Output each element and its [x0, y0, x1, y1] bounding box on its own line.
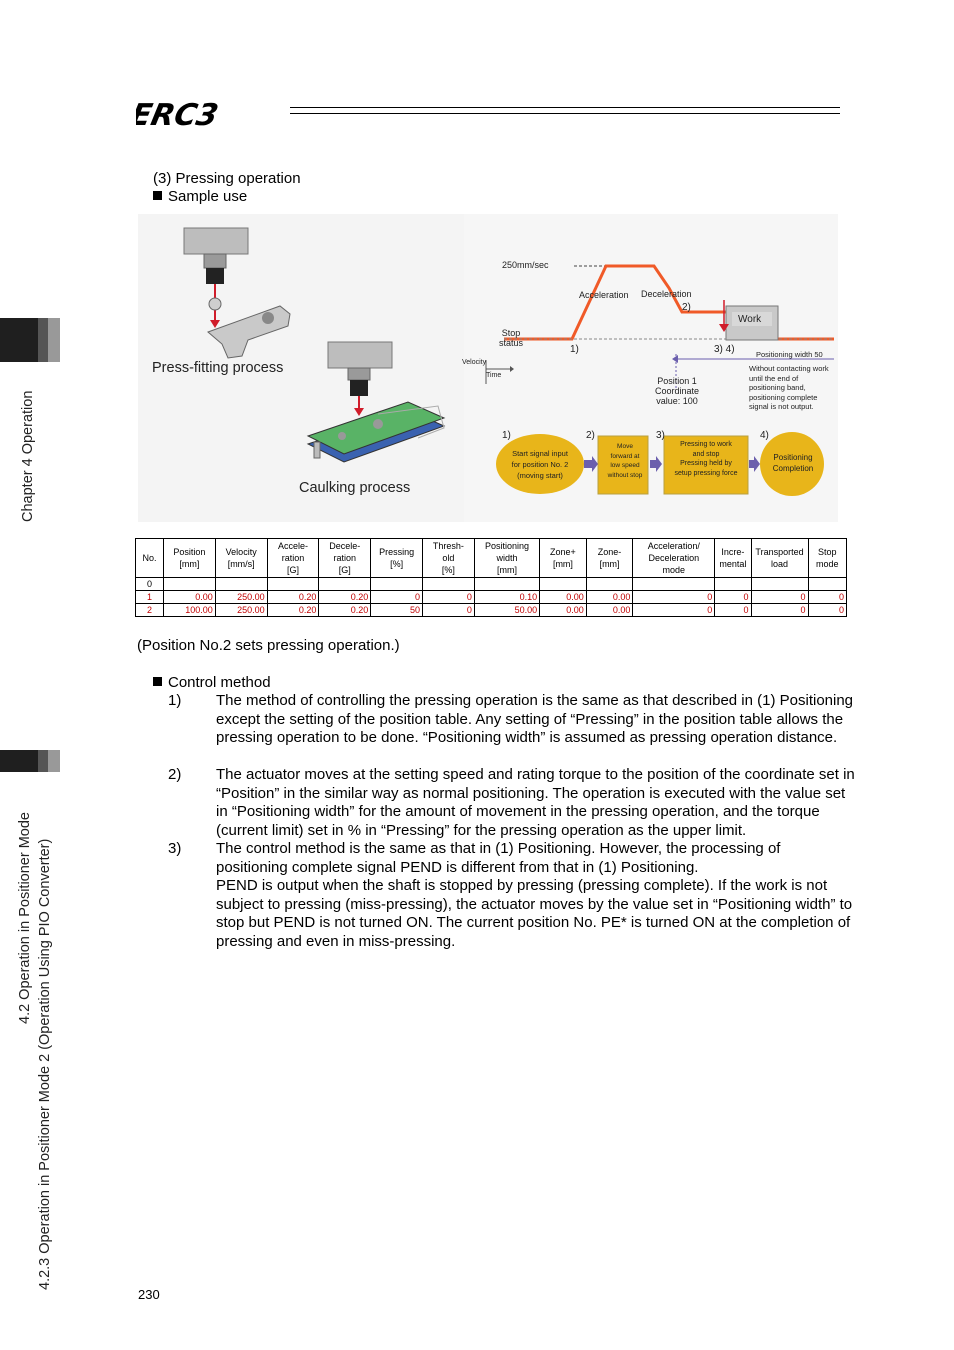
pressing-timing-diagram [464, 214, 838, 522]
table-row: 1 0.00 250.00 0.20 0.20 0 0 0.10 0.00 0.00 0 0 0 0 [136, 591, 847, 604]
header-rule-top [290, 107, 840, 108]
col-position: Position [mm] [163, 539, 215, 578]
col-transported-load: Transported load [751, 539, 808, 578]
step-4-text: Positioning Completion [772, 453, 814, 473]
step-1-text: Start signal input for position No. 2 (moving start) [511, 449, 569, 480]
col-positioning-width: Positioning width [mm] [474, 539, 539, 578]
marker-1: 1) [570, 344, 579, 355]
step-4-number: 4) [760, 430, 769, 441]
col-no: No. [136, 539, 164, 578]
control-method-heading: Control method [153, 674, 271, 693]
table-header-row [136, 539, 847, 578]
speed-label: 250mm/sec [502, 260, 549, 270]
work-label: Work [738, 314, 762, 325]
time-axis-label: Time [486, 372, 502, 379]
chapter-tab [0, 318, 60, 362]
marker-3-4: 3) 4) [714, 344, 735, 355]
col-acceleration: Accele- ration [G] [267, 539, 319, 578]
section-title: (3) Pressing operation [153, 170, 301, 187]
velocity-axis-label: Velocity [462, 359, 487, 366]
step-3-text: Pressing to work and stop Pressing held by setup pressing force [674, 441, 738, 477]
side-section-label: 4.2 Operation in Positioner Mode [17, 812, 33, 1024]
marker-2: 2) [682, 302, 691, 313]
col-zone-plus: Zone+ [mm] [540, 539, 587, 578]
side-subsection-label: 4.2.3 Operation in Positioner Mode 2 (Operation Using PIO Converter) [37, 838, 53, 1290]
header-rule-bottom [290, 113, 840, 114]
step-2-text: Move forward at low speed without stop [607, 443, 643, 479]
col-velocity: Velocity [mm/s] [215, 539, 267, 578]
table-row: 0 [136, 578, 847, 591]
col-zone-minus: Zone- [mm] [586, 539, 633, 578]
position-table [135, 538, 847, 617]
side-chapter-label: Chapter 4 Operation [20, 390, 36, 522]
col-pressing: Pressing [%] [371, 539, 423, 578]
erc3-logo [136, 92, 276, 132]
acceleration-label: Acceleration [579, 290, 629, 300]
step-1-number: 1) [502, 430, 511, 441]
page-number: 230 [138, 1287, 160, 1302]
sample-use-heading: Sample use [153, 188, 247, 207]
position-label: Position 1 Coordinate value: 100 [654, 376, 700, 406]
table-row: 2 100.00 250.00 0.20 0.20 50 0 50.00 0.00 0.00 0 0 0 0 [136, 604, 847, 617]
without-contact-note: Without contacting work until the end of positioning band, positioning complete signal is not output. [749, 364, 829, 411]
deceleration-label: Deceleration [641, 289, 692, 299]
caulking-label: Caulking process [299, 480, 411, 496]
col-stop-mode: Stop mode [808, 539, 846, 578]
process-illustrations [138, 214, 464, 522]
section-tab [0, 750, 60, 772]
col-incremental: Incre- mental [715, 539, 751, 578]
stop-status-label: Stop status [498, 328, 523, 348]
logo-text: ERC3 [136, 98, 222, 132]
col-deceleration: Decele- ration [G] [319, 539, 371, 578]
step-3-number: 3) [656, 430, 665, 441]
positioning-width-label: Positioning width 50 [756, 350, 823, 359]
table-note: (Position No.2 sets pressing operation.) [137, 637, 400, 654]
press-fitting-label: Press-fitting process [152, 360, 284, 376]
col-accel-decel-mode: Acceleration/ Deceleration mode [633, 539, 715, 578]
bullet-square-icon [153, 677, 162, 686]
bullet-square-icon [153, 191, 162, 200]
step-2-number: 2) [586, 430, 595, 441]
col-threshold: Thresh- old [%] [423, 539, 475, 578]
